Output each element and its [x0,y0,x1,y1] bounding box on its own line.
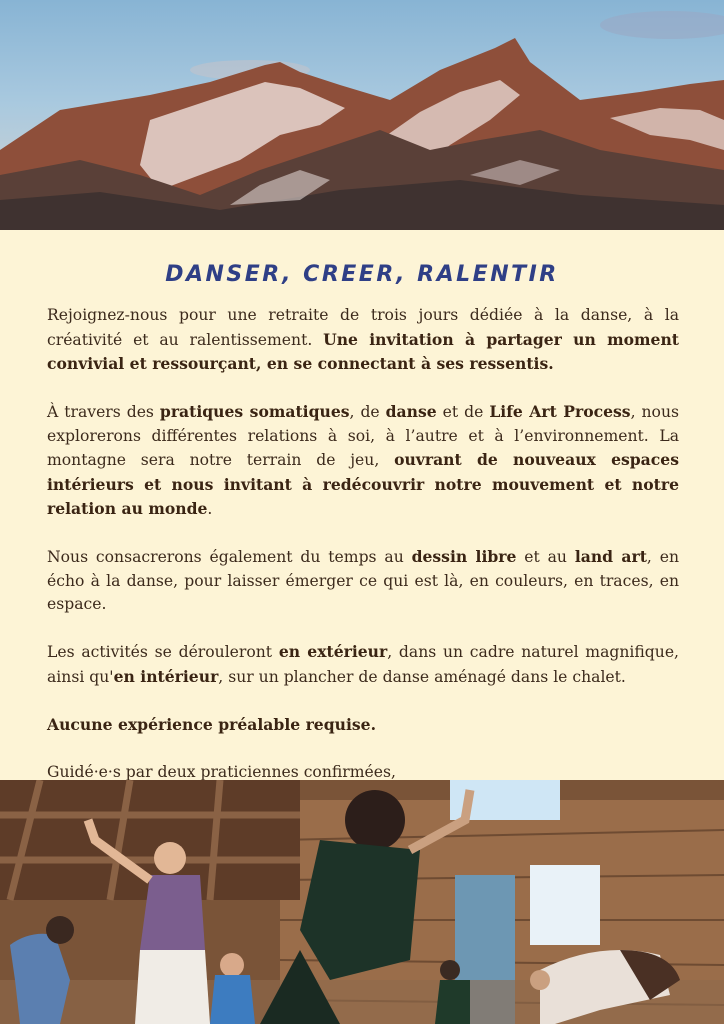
practices-text-5: . [207,500,213,518]
drawing-bold-1: dessin libre [411,547,517,566]
practices-bold-3: Life Art Process [489,402,631,421]
no-experience-paragraph [47,713,679,738]
activities-text-1: Les activités se dérouleront [47,643,279,661]
practices-text-1: À travers des [47,403,160,421]
activities-bold-2: en intérieur [113,666,219,686]
drawing-text-1: Nous consacrerons également du temps au [47,548,412,566]
practices-paragraph [47,400,679,522]
no-experience-text: Aucune expérience préalable requise. [47,714,377,734]
drawing-text-2: et au [516,548,575,566]
intro-bold: Une invitation à partager un moment convivial et ressourçant, en se connectant à ses ressentis. [47,329,679,373]
page-title: DANSER, CREER, RALENTIR [165,262,559,287]
activities-text-2: , dans un cadre naturel magnifique, ainsi qu' [47,643,679,686]
activities-text-3: , sur un plancher de danse aménagé dans le chalet. [218,667,626,686]
practices-text-4: , nous explorerons différentes relations à soi, à l’autre et à l’environnement. La montagne sera notre terrain de jeu, [47,403,679,469]
dance-photo [0,780,724,1024]
drawing-paragraph [47,545,679,617]
main-text [47,258,679,809]
practices-text-3: et de [436,403,490,421]
intro-paragraph [47,304,679,377]
drawing-text-3: , en écho à la danse, pour laisser émerger ce qui est là, en couleurs, en traces, en espace. [47,548,679,613]
practices-bold-4: ouvrant de nouveaux espaces intérieurs et nous invitant à redécouvrir notre mouvement et notre relation au monde [47,450,679,518]
practices-bold-1: pratiques somatiques [159,402,350,421]
drawing-bold-2: land art [574,547,647,566]
activities-paragraph [47,640,679,689]
intro-text: Rejoignez-nous pour une retraite de trois jours dédiée à la danse, à la créativité et au ralentissement. [47,306,679,349]
practices-bold-2: danse [385,402,437,421]
mountain-photo [0,0,724,230]
activities-bold-1: en extérieur [278,642,388,661]
guides-text: Guidé·e·s par deux praticiennes confirmées, [47,762,396,781]
practices-text-2: , de [349,403,386,421]
